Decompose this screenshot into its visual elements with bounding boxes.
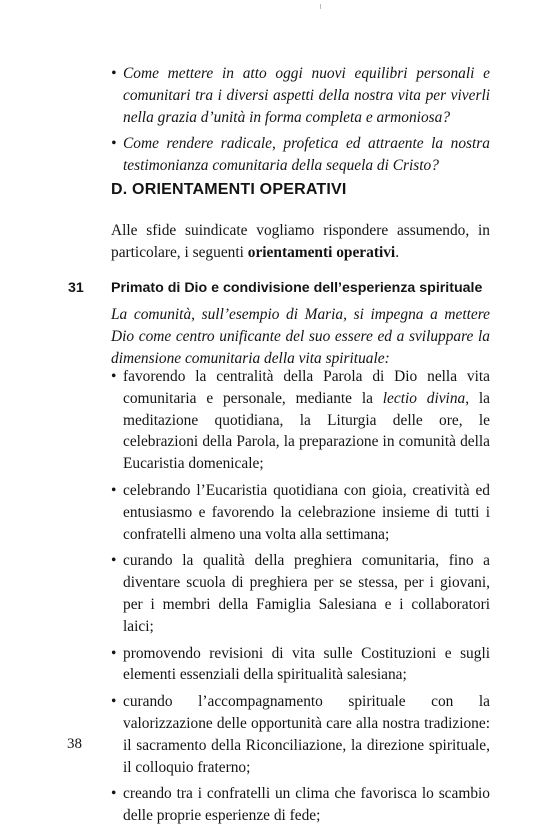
item-title: Primato di Dio e condivisione dell’esperienza spirituale	[111, 280, 483, 296]
lectio-divina-term: lectio divina	[382, 389, 466, 407]
intro-paragraph: Alle sfide suindicate vogliamo rispondere assumendo, in particolare, i seguenti orientamenti operativi.	[111, 222, 490, 261]
list-item: • promovendo revisioni di vita sulle Costituzioni e sugli elementi essenziali della spiritualità salesiana;	[111, 643, 490, 687]
question-item: • Come rendere radicale, profetica ed attraente la nostra testimonianza comunitaria della sequela di Cristo?	[111, 133, 490, 177]
list-item: • curando l’accompagnamento spirituale con la valorizzazione delle opportunità care alla nostra tradizione: il sacramento della Riconciliazione, la direzione spirituale, il colloquio fraterno;	[111, 691, 490, 778]
item-bullet-list	[111, 366, 490, 832]
list-item: • celebrando l’Eucaristia quotidiana con gioia, creatività ed entusiasmo e favorendo la celebrazione insieme di tutti i confratelli almeno una volta alla settimana;	[111, 480, 490, 545]
section-heading: D. ORIENTAMENTI OPERATIVI	[111, 181, 347, 198]
list-item: • curando la qualità della preghiera comunitaria, fino a diventare scuola di preghiera per se stessa, per i giovani, per i membri della Famiglia Salesiana e i collaboratori laici;	[111, 550, 490, 637]
list-item: • favorendo la centralità della Parola di Dio nella vita comunitaria e personale, mediante la lectio divina, la meditazione quotidiana, la Liturgia delle ore, le celebrazioni della Parola, la preparazione in comunità della Eucaristia domenicale;	[111, 366, 490, 475]
list-item: • creando tra i confratelli un clima che favorisca lo scambio delle proprie esperienze di fede;	[111, 783, 490, 827]
page-number: 38	[67, 736, 82, 752]
intro-bold-term: orientamenti operativi	[247, 243, 396, 261]
item-number: 31	[68, 280, 84, 296]
question-item: • Come mettere in atto oggi nuovi equilibri personali e comunitari tra i diversi aspetti della nostra vita per viverli nella grazia d’unità in forma completa e armoniosa?	[111, 63, 490, 128]
question-list	[111, 63, 490, 182]
item-intro: La comunità, sull’esempio di Maria, si impegna a mettere Dio come centro unificante del suo essere ed a sviluppare la dimensione comunitaria della vita spirituale:	[111, 306, 490, 367]
scan-mark	[320, 4, 321, 9]
